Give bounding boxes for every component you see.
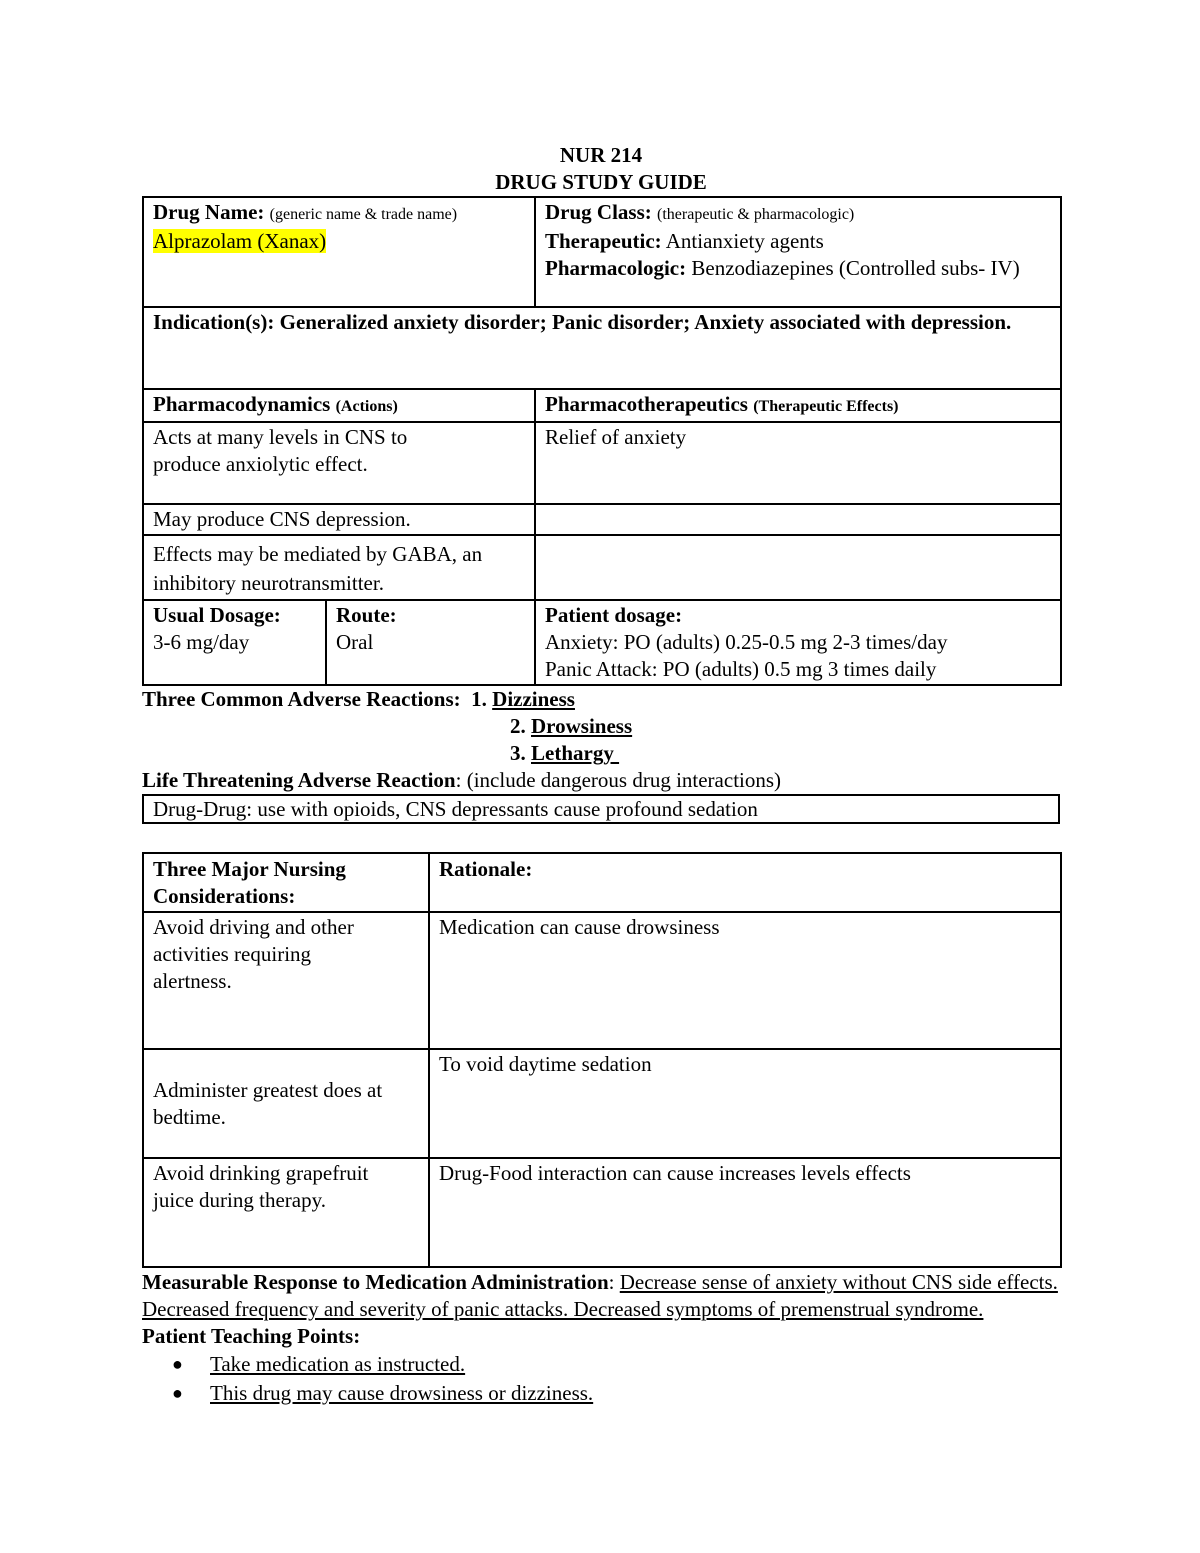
drug-name-label: Drug Name:: [153, 200, 265, 224]
route-value: Oral: [336, 630, 374, 654]
patient-dosage-line: Panic Attack: PO (adults) 0.5 mg 3 times daily: [545, 657, 937, 681]
adverse-item: Dizziness: [492, 687, 575, 711]
drug-class-cell: [535, 197, 1061, 307]
rationale-header: Rationale:: [429, 853, 1061, 912]
pharmacotherapeutics-hint: (Therapeutic Effects): [753, 398, 899, 415]
indications-label: Indication(s):: [153, 310, 275, 334]
life-threatening-value: Drug-Drug: use with opioids, CNS depressants cause profound sedation: [143, 795, 1059, 823]
teaching-text: This drug may cause drowsiness or dizziness.: [210, 1381, 594, 1405]
pharmacologic-value: Benzodiazepines (Controlled subs- IV): [691, 256, 1020, 280]
life-threatening-row: [142, 767, 1060, 794]
drug-name-value: Alprazolam (Xanax): [153, 229, 327, 253]
adverse-row: [142, 686, 1060, 713]
nursing-consideration: Avoid driving and other activities requiring alertness.: [143, 912, 429, 1049]
effect-row: Relief of anxiety: [535, 422, 1061, 504]
route-cell: [326, 600, 535, 685]
pharmacodynamics-header: [143, 389, 535, 422]
adverse-num: 3.: [510, 741, 526, 765]
usual-dosage-value: 3-6 mg/day: [153, 630, 250, 654]
drug-study-guide-page: [142, 142, 1060, 1408]
adverse-num: 1.: [471, 687, 487, 711]
measurable-response: Measurable Response to Medication Administration: Decrease sense of anxiety without CNS side effects. Decreased frequency and severity of panic attacks. Decreased symptoms of premenstrual syndrome.: [142, 1270, 1058, 1321]
nursing-rationale: Medication can cause drowsiness: [429, 912, 1061, 1049]
adverse-label: Three Common Adverse Reactions:: [142, 687, 461, 711]
life-threatening-table: [142, 794, 1060, 824]
adverse-reactions: [142, 686, 1060, 794]
pharmacodynamics-hint: (Actions): [335, 398, 398, 415]
drug-info-table: [142, 196, 1062, 686]
nursing-rationale: To void daytime sedation: [429, 1049, 1061, 1158]
life-threatening-hint: : (include dangerous drug interactions): [455, 768, 782, 792]
effect-row: [535, 504, 1061, 535]
indications-value: Generalized anxiety disorder; Panic disorder; Anxiety associated with depression.: [279, 310, 1012, 334]
nursing-consideration: Administer greatest does at bedtime.: [143, 1049, 429, 1158]
adverse-row: [142, 713, 1060, 740]
nursing-rationale: Drug-Food interaction can cause increases levels effects: [429, 1158, 1061, 1267]
therapeutic-label: Therapeutic:: [545, 229, 662, 253]
nursing-table: [142, 852, 1062, 1268]
drug-class-hint: (therapeutic & pharmacologic): [657, 206, 855, 223]
document-title: DRUG STUDY GUIDE: [495, 170, 707, 194]
drug-name-cell: [143, 197, 535, 307]
adverse-item: Drowsiness: [531, 714, 633, 738]
teaching-item: [172, 1350, 1060, 1379]
measurable-value: Decrease sense of anxiety without CNS side effects. Decreased frequency and severity of panic attacks. Decreased symptoms of premenstrual syndrome.: [142, 1270, 1058, 1321]
action-row: May produce CNS depression.: [143, 504, 535, 535]
patient-dosage-line: Anxiety: PO (adults) 0.25-0.5 mg 2-3 times/day: [545, 630, 948, 654]
adverse-row: [142, 740, 1060, 767]
action-row: Acts at many levels in CNS to produce anxiolytic effect.: [143, 422, 535, 504]
bullet-icon: ●: [172, 1383, 183, 1403]
pharmacotherapeutics-header: [535, 389, 1061, 422]
effect-row: [535, 535, 1061, 600]
teaching-item: [172, 1379, 1060, 1408]
teaching-list: [142, 1350, 1060, 1408]
adverse-num: 2.: [510, 714, 526, 738]
route-label: Route:: [336, 603, 397, 627]
life-threatening-label: Life Threatening Adverse Reaction: [142, 768, 456, 792]
pharmacologic-label: Pharmacologic:: [545, 256, 687, 280]
pharmacodynamics-label: Pharmacodynamics: [153, 392, 331, 416]
therapeutic-value: Antianxiety agents: [665, 229, 824, 253]
patient-dosage-cell: [535, 600, 1061, 685]
drug-class-label: Drug Class:: [545, 200, 652, 224]
nursing-header: Three Major Nursing Considerations:: [143, 853, 429, 912]
usual-dosage-label: Usual Dosage:: [153, 603, 281, 627]
action-row: Effects may be mediated by GABA, an inhibitory neurotransmitter.: [143, 535, 535, 600]
nursing-consideration: Avoid drinking grapefruit juice during therapy.: [143, 1158, 429, 1267]
teaching-label: Patient Teaching Points:: [142, 1324, 361, 1348]
bullet-icon: ●: [172, 1354, 183, 1374]
pharmacotherapeutics-label: Pharmacotherapeutics: [545, 392, 748, 416]
indications-cell: [143, 307, 1061, 389]
adverse-item: Lethargy: [531, 741, 620, 765]
measurable-label: Measurable Response to Medication Administration: [142, 1270, 609, 1294]
usual-dosage-cell: [143, 600, 326, 685]
patient-dosage-label: Patient dosage:: [545, 603, 683, 627]
teaching-text: Take medication as instructed.: [210, 1352, 466, 1376]
course-title: NUR 214: [559, 143, 643, 167]
drug-name-hint: (generic name & trade name): [269, 206, 458, 223]
